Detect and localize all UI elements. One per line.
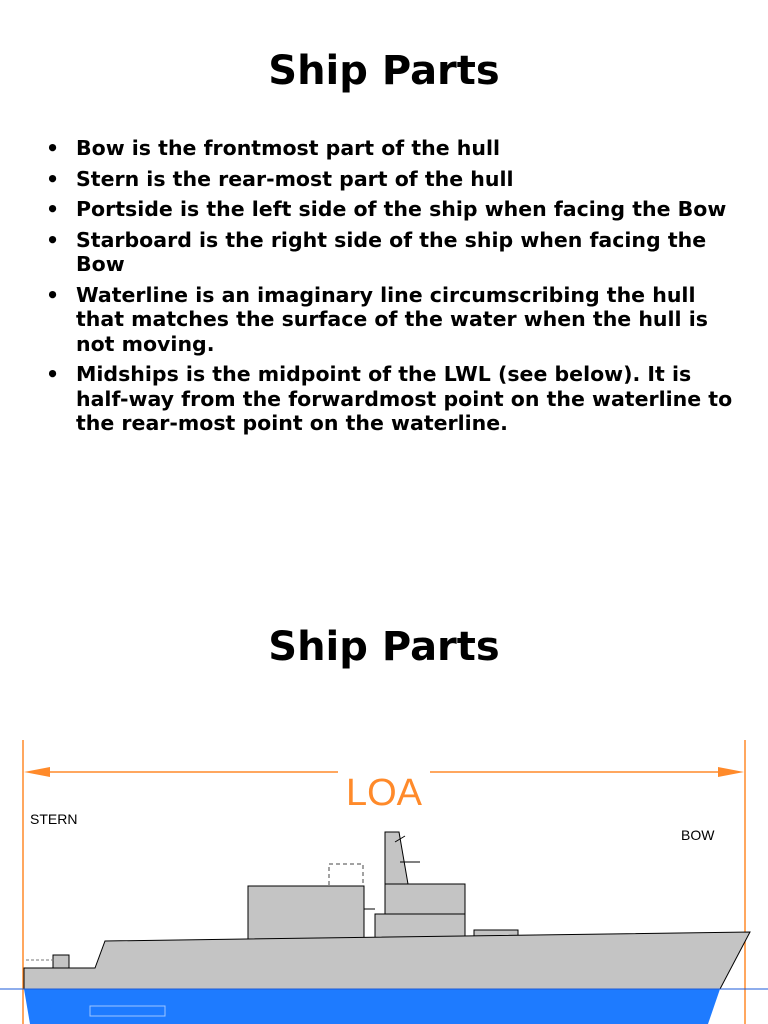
radar-dome bbox=[329, 864, 363, 886]
bullet-dot-icon: • bbox=[46, 282, 60, 307]
bullet-dot-icon: • bbox=[46, 166, 60, 191]
hull bbox=[24, 932, 750, 989]
arrow-right-icon bbox=[718, 767, 744, 777]
slide-2 bbox=[0, 512, 768, 1024]
mast bbox=[385, 832, 408, 884]
bullet-item: • Midships is the midpoint of the LWL (see below). It is half-way from the forwardmost point on the waterline to the rear-most point on the waterline. bbox=[46, 362, 733, 435]
bullet-item: • Bow is the frontmost part of the hull bbox=[46, 136, 501, 160]
bullet-dot-icon: • bbox=[46, 362, 60, 386]
superstructure-tower bbox=[385, 884, 465, 914]
bullet-item: • Portside is the left side of the ship when facing the Bow bbox=[46, 197, 727, 221]
bullet-dot-icon: • bbox=[46, 136, 60, 160]
bullet-dot-icon: • bbox=[46, 227, 60, 252]
slide-title: Ship Parts bbox=[268, 48, 500, 94]
bullet-item: • Waterline is an imaginary line circumscribing the hull that matches the surface of the water when the hull is not moving. bbox=[46, 282, 708, 356]
stern-label: STERN bbox=[30, 811, 78, 827]
loa-label: LOA bbox=[345, 772, 423, 814]
bullet-item: • Stern is the rear-most part of the hull bbox=[46, 166, 514, 191]
stern-deck-box bbox=[53, 955, 69, 968]
bow-label: BOW bbox=[681, 827, 715, 843]
bullet-dot-icon: • bbox=[46, 197, 60, 221]
slide-title: Ship Parts bbox=[268, 624, 500, 670]
arrow-left-icon bbox=[24, 767, 50, 777]
bullet-item: • Starboard is the right side of the ship when facing the Bow bbox=[46, 227, 707, 276]
ship-diagram bbox=[0, 724, 768, 1024]
superstructure-aft bbox=[248, 886, 364, 941]
propeller bbox=[90, 1006, 165, 1016]
bullet-list bbox=[44, 136, 734, 442]
